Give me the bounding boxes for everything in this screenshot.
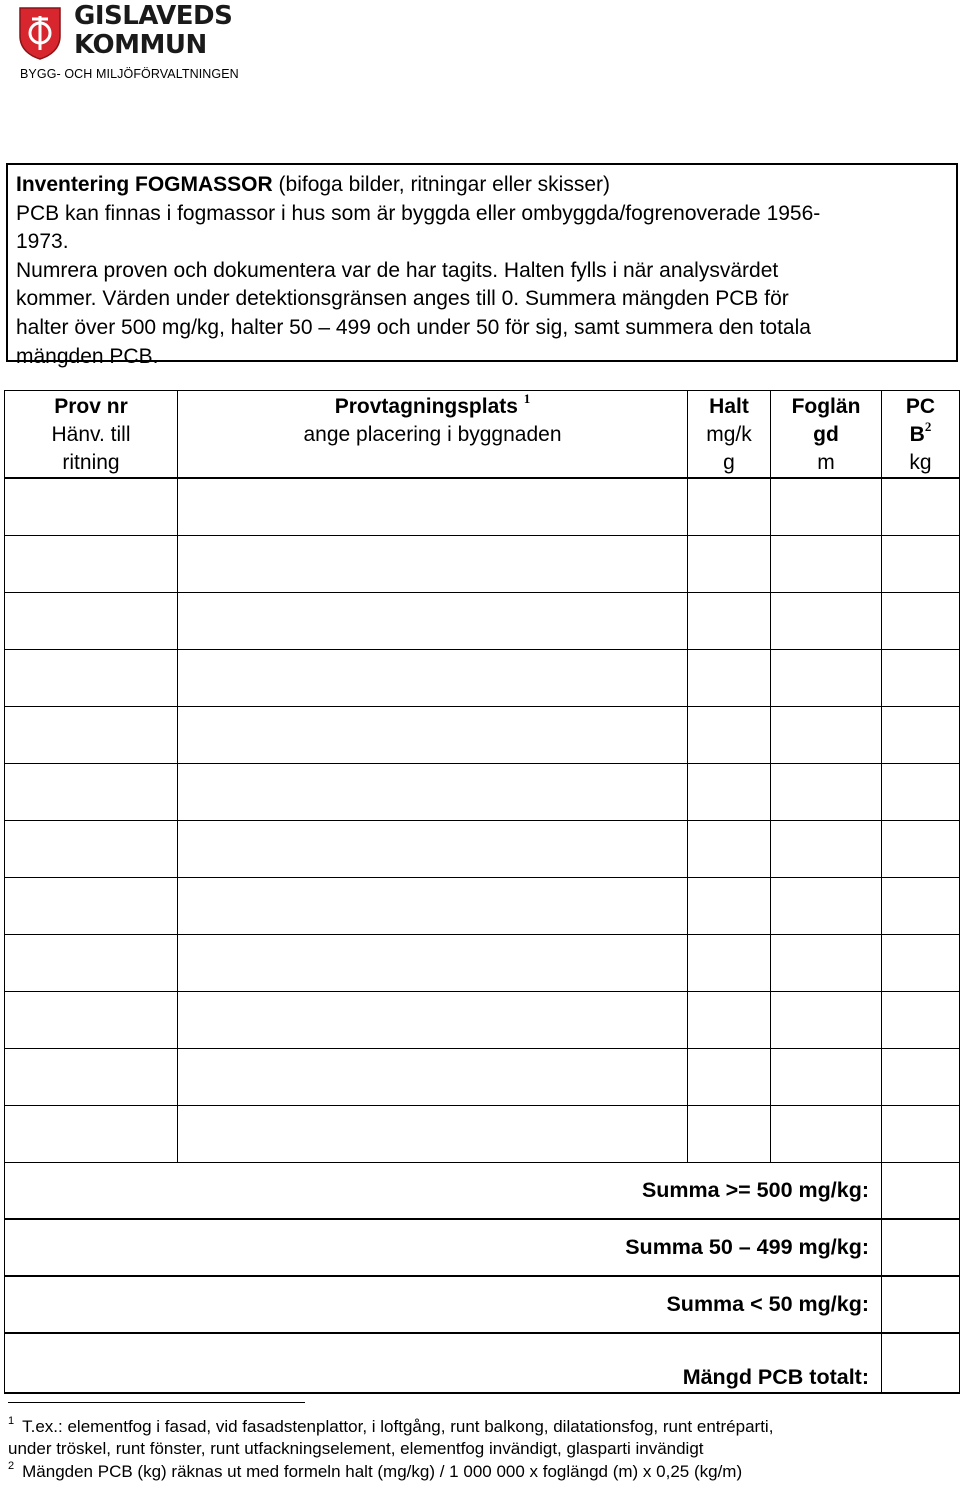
concentration-cell[interactable] <box>688 820 771 877</box>
column-header-joint-length: Foglän gd m <box>771 391 882 479</box>
sampling-location-cell[interactable] <box>178 877 688 934</box>
table-row <box>5 1048 960 1105</box>
joint-length-cell[interactable] <box>771 877 882 934</box>
concentration-cell[interactable] <box>688 1048 771 1105</box>
pcb-amount-cell[interactable] <box>882 535 960 592</box>
table-row <box>5 1105 960 1162</box>
sampling-location-cell[interactable] <box>178 478 688 535</box>
joint-length-cell[interactable] <box>771 592 882 649</box>
sample-number-cell[interactable] <box>5 649 178 706</box>
table-row <box>5 535 960 592</box>
sampling-location-cell[interactable] <box>178 1048 688 1105</box>
sum-value-over-500[interactable] <box>882 1162 960 1219</box>
sum-label-total: Mängd PCB totalt: <box>5 1333 882 1393</box>
concentration-cell[interactable] <box>688 877 771 934</box>
footnote-1: $^1$ T.ex.: elementfog i fasad, vid fasadstenplattor, i loftgång, runt balkong, dilatationsfog, runt entréparti, under tröskel, runt fönster, runt utfackningselement, elementfog invändigt, glasparti invändigt <box>8 1415 774 1458</box>
concentration-cell[interactable] <box>688 649 771 706</box>
concentration-cell[interactable] <box>688 478 771 535</box>
joint-length-cell[interactable] <box>771 706 882 763</box>
sample-number-cell[interactable] <box>5 934 178 991</box>
sample-number-cell[interactable] <box>5 1048 178 1105</box>
pcb-amount-cell[interactable] <box>882 478 960 535</box>
joint-length-cell[interactable] <box>771 478 882 535</box>
table-row <box>5 706 960 763</box>
table-row <box>5 478 960 535</box>
concentration-cell[interactable] <box>688 1105 771 1162</box>
sample-number-cell[interactable] <box>5 706 178 763</box>
joint-length-cell[interactable] <box>771 991 882 1048</box>
joint-length-cell[interactable] <box>771 1105 882 1162</box>
pcb-amount-cell[interactable] <box>882 649 960 706</box>
table-row <box>5 763 960 820</box>
footnote-2: $^2$ Mängden PCB (kg) räknas ut med formeln halt (mg/kg) / 1 000 000 x foglängd (m) x 0,25 (kg/m) <box>8 1460 743 1481</box>
pcb-amount-cell[interactable] <box>882 820 960 877</box>
instructions-line: halter över 500 mg/kg, halter 50 – 499 och under 50 för sig, samt summera den totala <box>16 315 811 339</box>
sample-number-cell[interactable] <box>5 478 178 535</box>
sampling-location-cell[interactable] <box>178 934 688 991</box>
organization-name <box>74 2 232 60</box>
concentration-cell[interactable] <box>688 763 771 820</box>
table-row <box>5 934 960 991</box>
column-header-sampling-location: Provtagningsplats $^1$ ange placering i byggnaden <box>178 391 688 479</box>
sum-label-under-50: Summa < 50 mg/kg: <box>5 1276 882 1333</box>
sample-number-cell[interactable] <box>5 991 178 1048</box>
sum-row-under-50 <box>5 1276 960 1333</box>
column-header-concentration: Halt mg/k g <box>688 391 771 479</box>
sum-row-over-500 <box>5 1162 960 1219</box>
sample-number-cell[interactable] <box>5 763 178 820</box>
pcb-amount-cell[interactable] <box>882 763 960 820</box>
pcb-amount-cell[interactable] <box>882 592 960 649</box>
pcb-amount-cell[interactable] <box>882 877 960 934</box>
joint-length-cell[interactable] <box>771 934 882 991</box>
sampling-location-cell[interactable] <box>178 1105 688 1162</box>
sampling-location-cell[interactable] <box>178 592 688 649</box>
column-header-sample-number: Prov nr Hänv. till ritning <box>5 391 178 479</box>
sum-value-total[interactable] <box>882 1333 960 1393</box>
sampling-location-cell[interactable] <box>178 649 688 706</box>
pcb-amount-cell[interactable] <box>882 934 960 991</box>
sampling-location-cell[interactable] <box>178 763 688 820</box>
sum-label-50-499: Summa 50 – 499 mg/kg: <box>5 1219 882 1276</box>
pcb-amount-cell[interactable] <box>882 706 960 763</box>
concentration-cell[interactable] <box>688 592 771 649</box>
instructions-box <box>6 163 958 368</box>
table-header-row <box>5 391 960 479</box>
organization-name-line2: KOMMUN <box>74 30 207 60</box>
sample-number-cell[interactable] <box>5 1105 178 1162</box>
sum-label-over-500: Summa >= 500 mg/kg: <box>5 1162 882 1219</box>
sample-number-cell[interactable] <box>5 592 178 649</box>
table-row <box>5 877 960 934</box>
column-header-pcb-amount: PC $B^2$ kg <box>882 391 960 479</box>
sample-inventory-table <box>4 390 960 1394</box>
sum-value-50-499[interactable] <box>882 1219 960 1276</box>
sampling-location-cell[interactable] <box>178 991 688 1048</box>
sample-number-cell[interactable] <box>5 877 178 934</box>
concentration-cell[interactable] <box>688 934 771 991</box>
table-row <box>5 991 960 1048</box>
instructions-line: kommer. Värden under detektionsgränsen anges till 0. Summera mängden PCB för <box>16 287 789 311</box>
instructions-line: 1973. <box>16 230 69 254</box>
sample-number-cell[interactable] <box>5 820 178 877</box>
table-row <box>5 649 960 706</box>
joint-length-cell[interactable] <box>771 1048 882 1105</box>
organization-name-line1: GISLAVEDS <box>74 1 233 31</box>
pcb-amount-cell[interactable] <box>882 991 960 1048</box>
department-name: BYGG- OCH MILJÖFÖRVALTNINGEN <box>20 67 239 81</box>
sum-row-total <box>5 1333 960 1393</box>
form-title: Inventering FOGMASSOR (bifoga bilder, ritningar eller skisser) <box>16 173 610 196</box>
table-row <box>5 592 960 649</box>
sum-value-under-50[interactable] <box>882 1276 960 1333</box>
footnote-divider <box>8 1402 305 1403</box>
sample-number-cell[interactable] <box>5 535 178 592</box>
joint-length-cell[interactable] <box>771 763 882 820</box>
concentration-cell[interactable] <box>688 706 771 763</box>
sum-row-50-499 <box>5 1219 960 1276</box>
sampling-location-cell[interactable] <box>178 535 688 592</box>
sampling-location-cell[interactable] <box>178 820 688 877</box>
concentration-cell[interactable] <box>688 991 771 1048</box>
pcb-amount-cell[interactable] <box>882 1048 960 1105</box>
joint-length-cell[interactable] <box>771 649 882 706</box>
instructions-line: PCB kan finnas i fogmassor i hus som är byggda eller ombyggda/fogrenoverade 1956- <box>16 201 821 225</box>
table-row <box>5 820 960 877</box>
sampling-location-cell[interactable] <box>178 706 688 763</box>
instructions-line: mängden PCB. <box>16 344 159 368</box>
pcb-amount-cell[interactable] <box>882 1105 960 1162</box>
concentration-cell[interactable] <box>688 535 771 592</box>
joint-length-cell[interactable] <box>771 820 882 877</box>
municipality-crest-logo <box>18 6 62 60</box>
joint-length-cell[interactable] <box>771 535 882 592</box>
instructions-line: Numrera proven och dokumentera var de har tagits. Halten fylls i när analysvärdet <box>16 258 779 282</box>
